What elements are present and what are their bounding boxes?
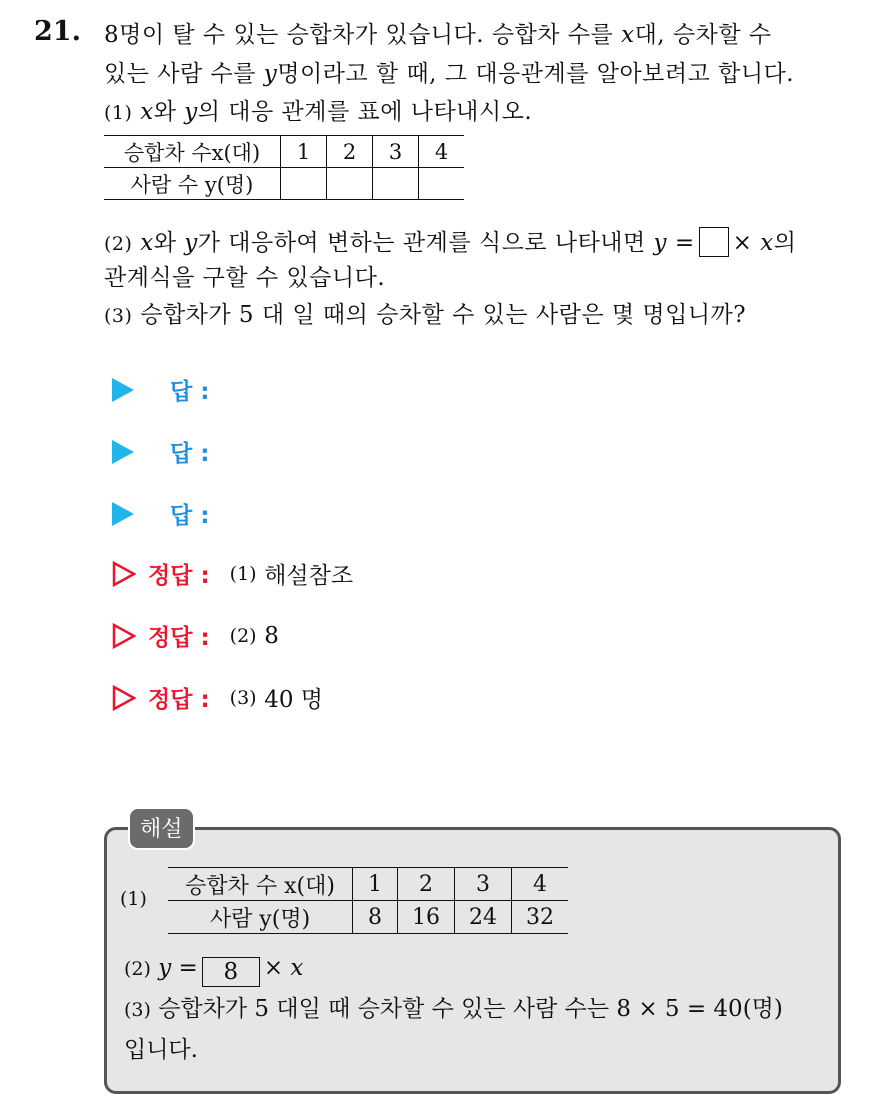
- correct-answer-row: [112, 619, 279, 652]
- var-x: x: [621, 22, 635, 48]
- text: 명이라고 할 때, 그 대응관계를 알아보려고 합니다.: [277, 61, 795, 87]
- blank-cell: [419, 168, 465, 200]
- part-number: (2): [229, 624, 257, 647]
- text: 승합차가 5 대일 때 승차할 수 있는 사람 수는 8 × 5 = 40(명): [158, 996, 783, 1022]
- answer-label: 답 :: [170, 503, 210, 529]
- question-part-1: [104, 93, 532, 126]
- solution-part-number: [120, 885, 147, 911]
- text: 가 대응하여 변하는 관계를 식으로 나타내면: [197, 230, 654, 256]
- var-y: y: [653, 230, 668, 256]
- blank-cell: [327, 168, 373, 200]
- cell: 3: [455, 868, 512, 901]
- part-number: (3): [104, 305, 133, 327]
- answer-label: 답 :: [170, 441, 210, 467]
- var-y: y: [184, 230, 198, 256]
- row-label: 승합차 수x(대): [104, 136, 281, 168]
- correct-value: 해설참조: [264, 563, 354, 589]
- row-label: 사람 y(명): [168, 901, 353, 934]
- text: 의 대응 관계를 표에 나타내시오.: [197, 99, 533, 125]
- var-y: y: [184, 99, 198, 125]
- var-x: x: [140, 99, 154, 125]
- answer-value-box: 8: [202, 957, 260, 987]
- table-row: [104, 136, 464, 168]
- play-triangle-icon: [112, 502, 134, 526]
- cell: 4: [419, 136, 465, 168]
- outline-triangle-icon: [112, 685, 136, 711]
- question-table: [104, 135, 464, 200]
- var-y: y: [158, 955, 172, 981]
- times-sign: ×: [732, 230, 753, 256]
- answer-row: [112, 497, 209, 530]
- part-number: (2): [104, 233, 133, 255]
- correct-label: 정답 :: [148, 563, 210, 589]
- solution-part-2: [124, 955, 303, 987]
- correct-answer-row: [112, 681, 323, 714]
- table-row: [104, 168, 464, 200]
- correct-label: 정답 :: [148, 687, 210, 713]
- row-label: 승합차 수 x(대): [168, 868, 353, 901]
- text: 승합차가 5 대 일 때의 승차할 수 있는 사람은 몇 명입니까?: [140, 302, 747, 328]
- cell: 32: [512, 901, 569, 934]
- cell: 16: [398, 901, 455, 934]
- text: 의: [773, 230, 797, 256]
- play-triangle-icon: [112, 440, 134, 464]
- answer-label: 답 :: [170, 379, 210, 405]
- equals-sign: =: [667, 230, 695, 256]
- question-line-2: [104, 55, 794, 88]
- text: 있는 사람 수를: [104, 61, 264, 87]
- part-number: (1): [120, 888, 147, 910]
- cell: 4: [512, 868, 569, 901]
- cell: 1: [281, 136, 327, 168]
- cell: 2: [398, 868, 455, 901]
- part-number: (2): [124, 958, 151, 980]
- var-y: y: [263, 61, 278, 87]
- text: 와: [153, 230, 185, 256]
- answer-row: [112, 373, 209, 406]
- cell: 8: [353, 901, 398, 934]
- cell: 1: [353, 868, 398, 901]
- blank-cell: [373, 168, 419, 200]
- part-number: (1): [229, 562, 257, 585]
- answer-row: [112, 435, 209, 468]
- solution-table: [168, 867, 568, 934]
- correct-answer-row: [112, 557, 353, 590]
- play-triangle-icon: [112, 378, 134, 402]
- part-number: (3): [124, 999, 151, 1021]
- row-label: 사람 수 y(명): [104, 168, 281, 200]
- var-x: x: [140, 230, 154, 256]
- var-x: x: [760, 230, 774, 256]
- part-number: (3): [229, 686, 257, 709]
- blank-cell: [281, 168, 327, 200]
- cell: 2: [327, 136, 373, 168]
- text: 8명이 탈 수 있는 승합차가 있습니다. 승합차 수를: [104, 22, 622, 48]
- question-number: 21.: [34, 16, 81, 47]
- question-line-1: [104, 16, 772, 49]
- text: 대, 승차할 수: [634, 22, 772, 48]
- cell: 3: [373, 136, 419, 168]
- times-sign: ×: [263, 955, 284, 981]
- cell: 24: [455, 901, 512, 934]
- correct-value: 8: [264, 622, 279, 649]
- outline-triangle-icon: [112, 623, 136, 649]
- solution-tag: 해설: [128, 807, 195, 850]
- correct-label: 정답 :: [148, 625, 210, 651]
- question-part-2-line-2: 관계식을 구할 수 있습니다.: [104, 265, 386, 291]
- answer-blank-box: [699, 227, 729, 257]
- correct-value: 40 명: [264, 687, 324, 713]
- outline-triangle-icon: [112, 561, 136, 587]
- part-number: (1): [104, 102, 133, 124]
- text: 와: [153, 99, 185, 125]
- var-x: x: [290, 955, 304, 981]
- question-part-2: [104, 224, 796, 257]
- table-row: [168, 868, 568, 901]
- table-row: [168, 901, 568, 934]
- equals-sign: =: [171, 955, 198, 981]
- question-part-3: [104, 296, 746, 329]
- solution-part-3-line-2: 입니다.: [124, 1037, 198, 1063]
- solution-part-3: [124, 990, 783, 1023]
